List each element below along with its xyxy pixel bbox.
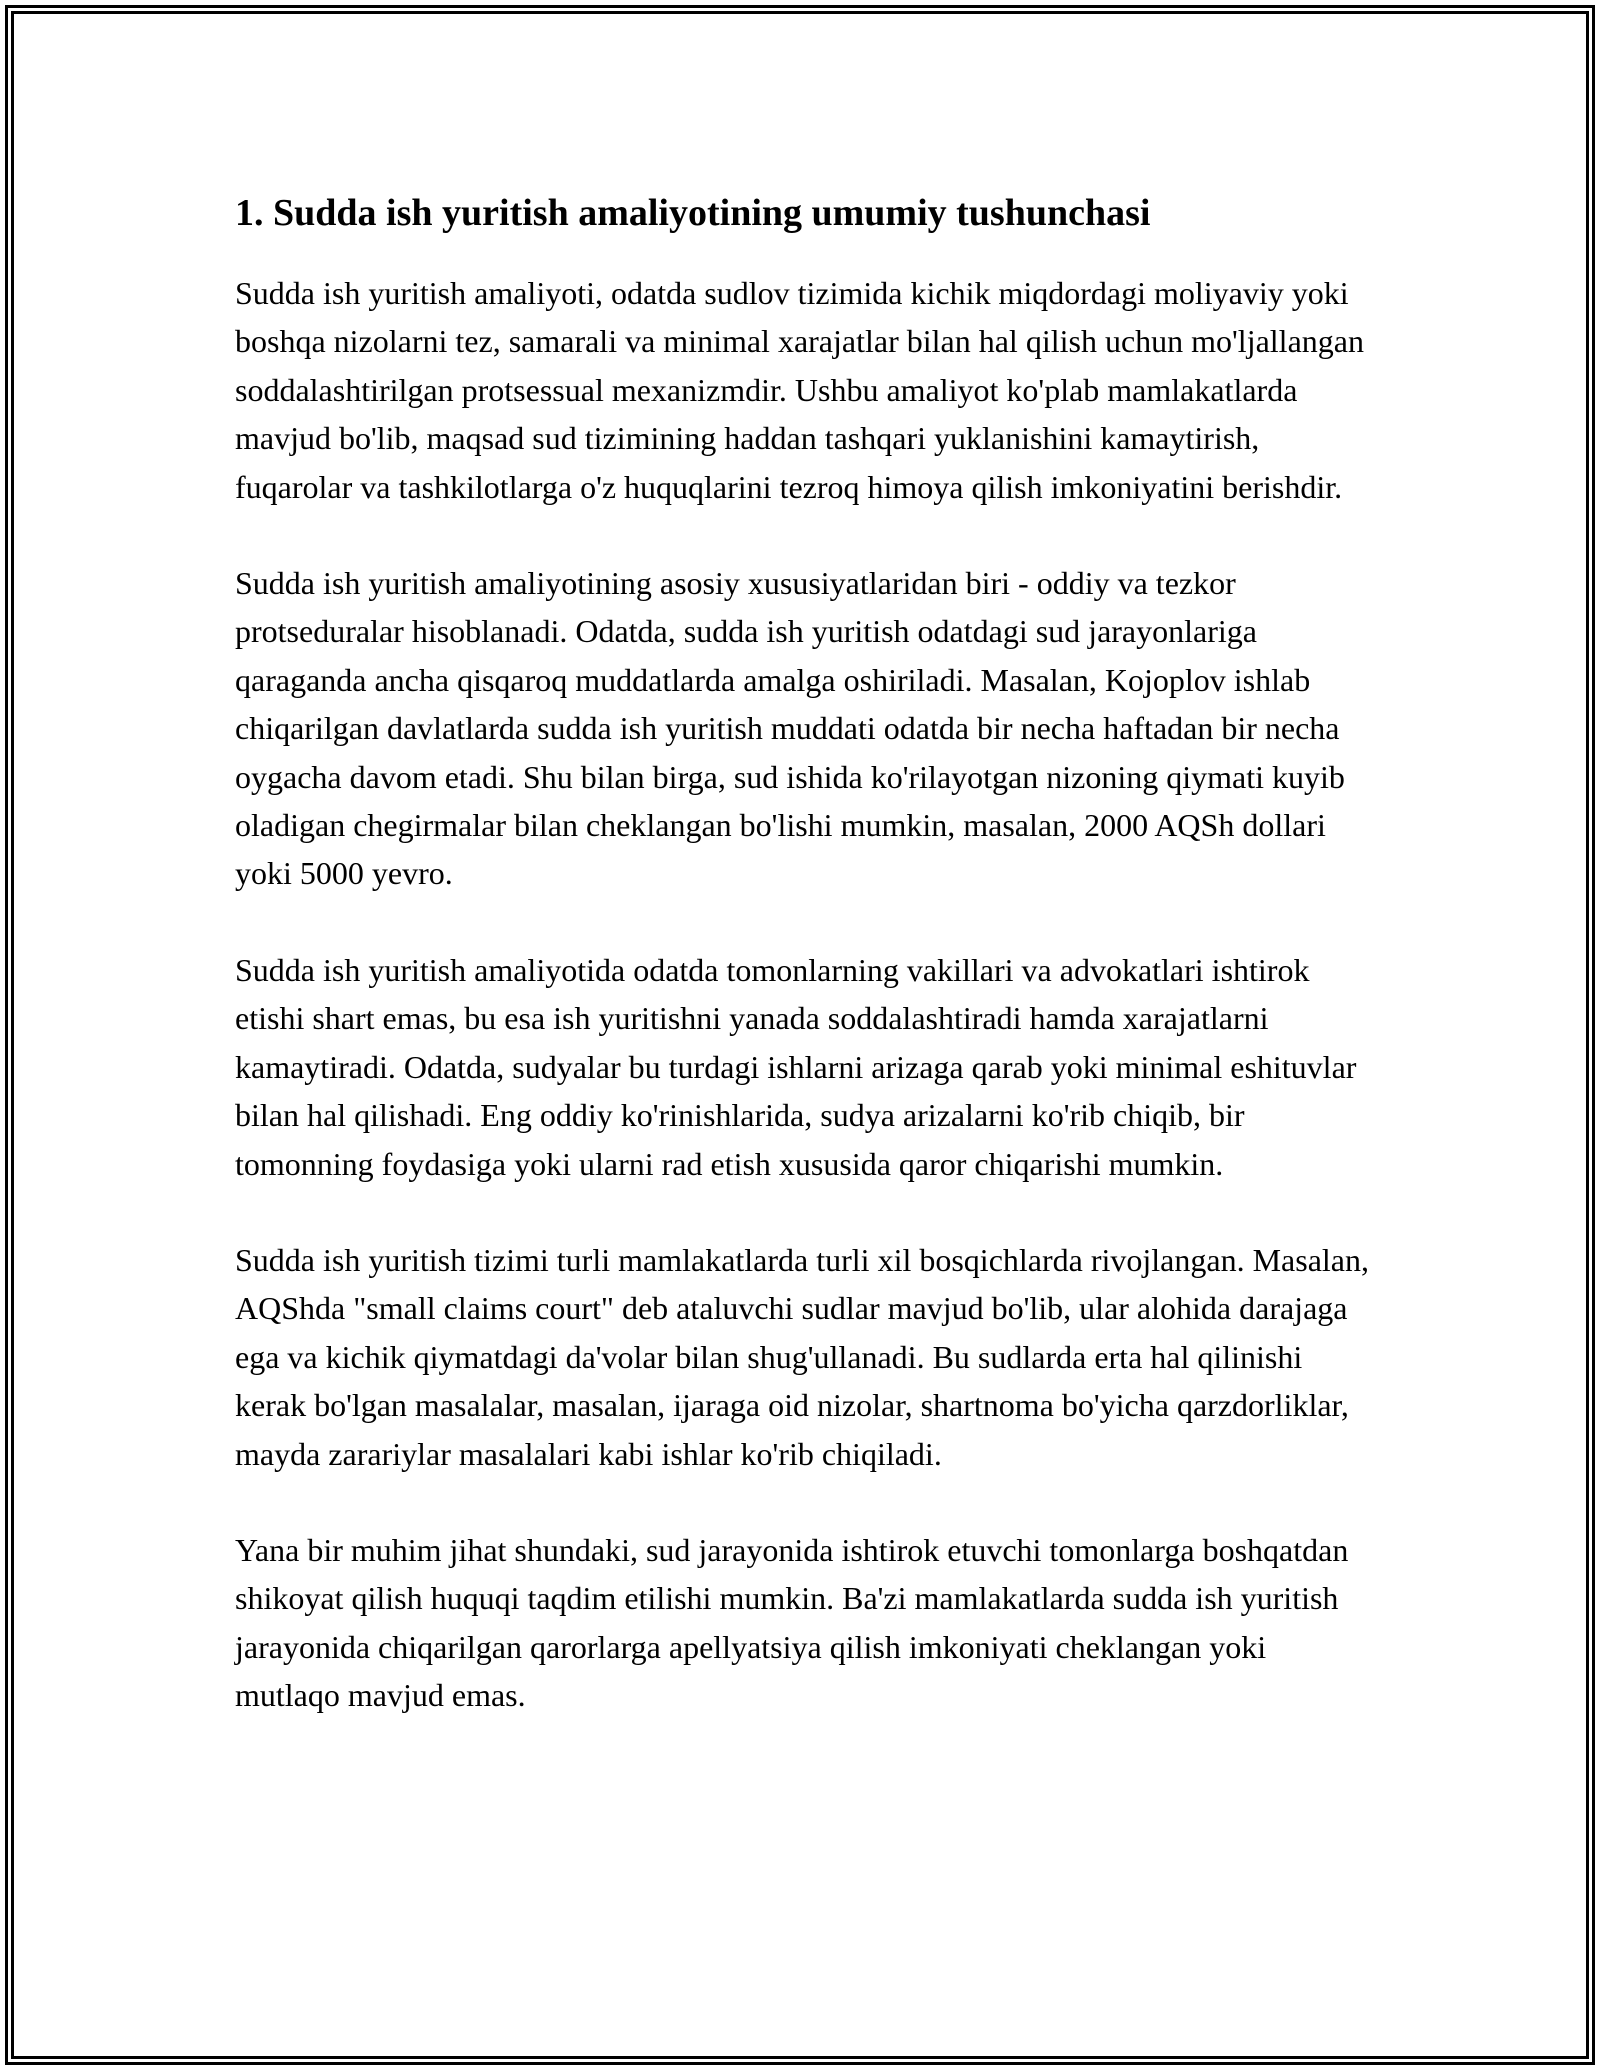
paragraph-1: Sudda ish yuritish amaliyoti, odatda sudlov tizimida kichik miqdordagi moliyaviy yoki boshqa nizolarni tez, samarali va minimal xarajatlar bilan hal qilish uchun mo'ljallangan soddalashtirilgan protsessual mexanizmdir. Ushbu amaliyot ko'plab mamlakatlarda mavjud bo'lib, maqsad sud tizimining haddan tashqari yuklanishini kamaytirish, fuqarolar va tashkilotlarga o'z huquqlarini tezroq himoya qilish imkoniyatini berishdir. bbox=[235, 275, 1364, 505]
paragraph-3: Sudda ish yuritish amaliyotida odatda tomonlarning vakillari va advokatlari ishtirok etishi shart emas, bu esa ish yuritishni yanada soddalashtiradi hamda xarajatlarni kamaytiradi. Odatda, sudyalar bu turdagi ishlarni arizaga qarab yoki minimal eshituvlar bilan hal qilishadi. Eng oddiy ko'rinishlarida, sudya arizalarni ko'rib chiqib, bir tomonning foydasiga yoki ularni rad etish xususida qaror chiqarishi mumkin. bbox=[235, 951, 1357, 1182]
paragraph-4: Sudda ish yuritish tizimi turli mamlakatlarda turli xil bosqichlarda rivojlangan. Masalan, AQShda "small claims court" deb ataluvchi sudlar mavjud bo'lib, ular alohida darajaga ega va kichik qiymatdagi da'volar bilan shug'ullanadi. Bu sudlarda erta hal qilinishi kerak bo'lgan masalalar, masalan, ijaraga oid nizolar, shartnoma bo'yicha qarzdorliklar, mayda zarariylar masalalari kabi ishlar ko'rib chiqiladi. bbox=[235, 1241, 1369, 1472]
section-heading: 1. Sudda ish yuritish amaliyotining umumiy tushunchasi bbox=[235, 192, 1151, 234]
paragraph-5: Yana bir muhim jihat shundaki, sud jarayonida ishtirok etuvchi tomonlarga boshqatdan shikoyat qilish huquqi taqdim etilishi mumkin. Ba'zi mamlakatlarda sudda ish yuritish jarayonida chiqarilgan qarorlarga apellyatsiya qilish imkoniyati cheklangan yoki mutlaqo mavjud emas. bbox=[235, 1531, 1349, 1714]
paragraph-2: Sudda ish yuritish amaliyotining asosiy xususiyatlaridan biri - oddiy va tezkor protseduralar hisoblanadi. Odatda, sudda ish yuritish odatdagi sud jarayonlariga qaraganda ancha qisqaroq muddatlarda amalga oshiriladi. Masalan, Kojoplov ishlab chiqarilgan davlatlarda sudda ish yuritish muddati odatda bir necha haftadan bir necha oygacha davom etadi. Shu bilan birga, sud ishida ko'rilayotgan nizoning qiymati kuyib oladigan chegirmalar bilan cheklangan bo'lishi mumkin, masalan, 2000 AQSh dollari yoki 5000 yevro. bbox=[235, 565, 1345, 892]
document-body bbox=[235, 185, 1370, 1720]
